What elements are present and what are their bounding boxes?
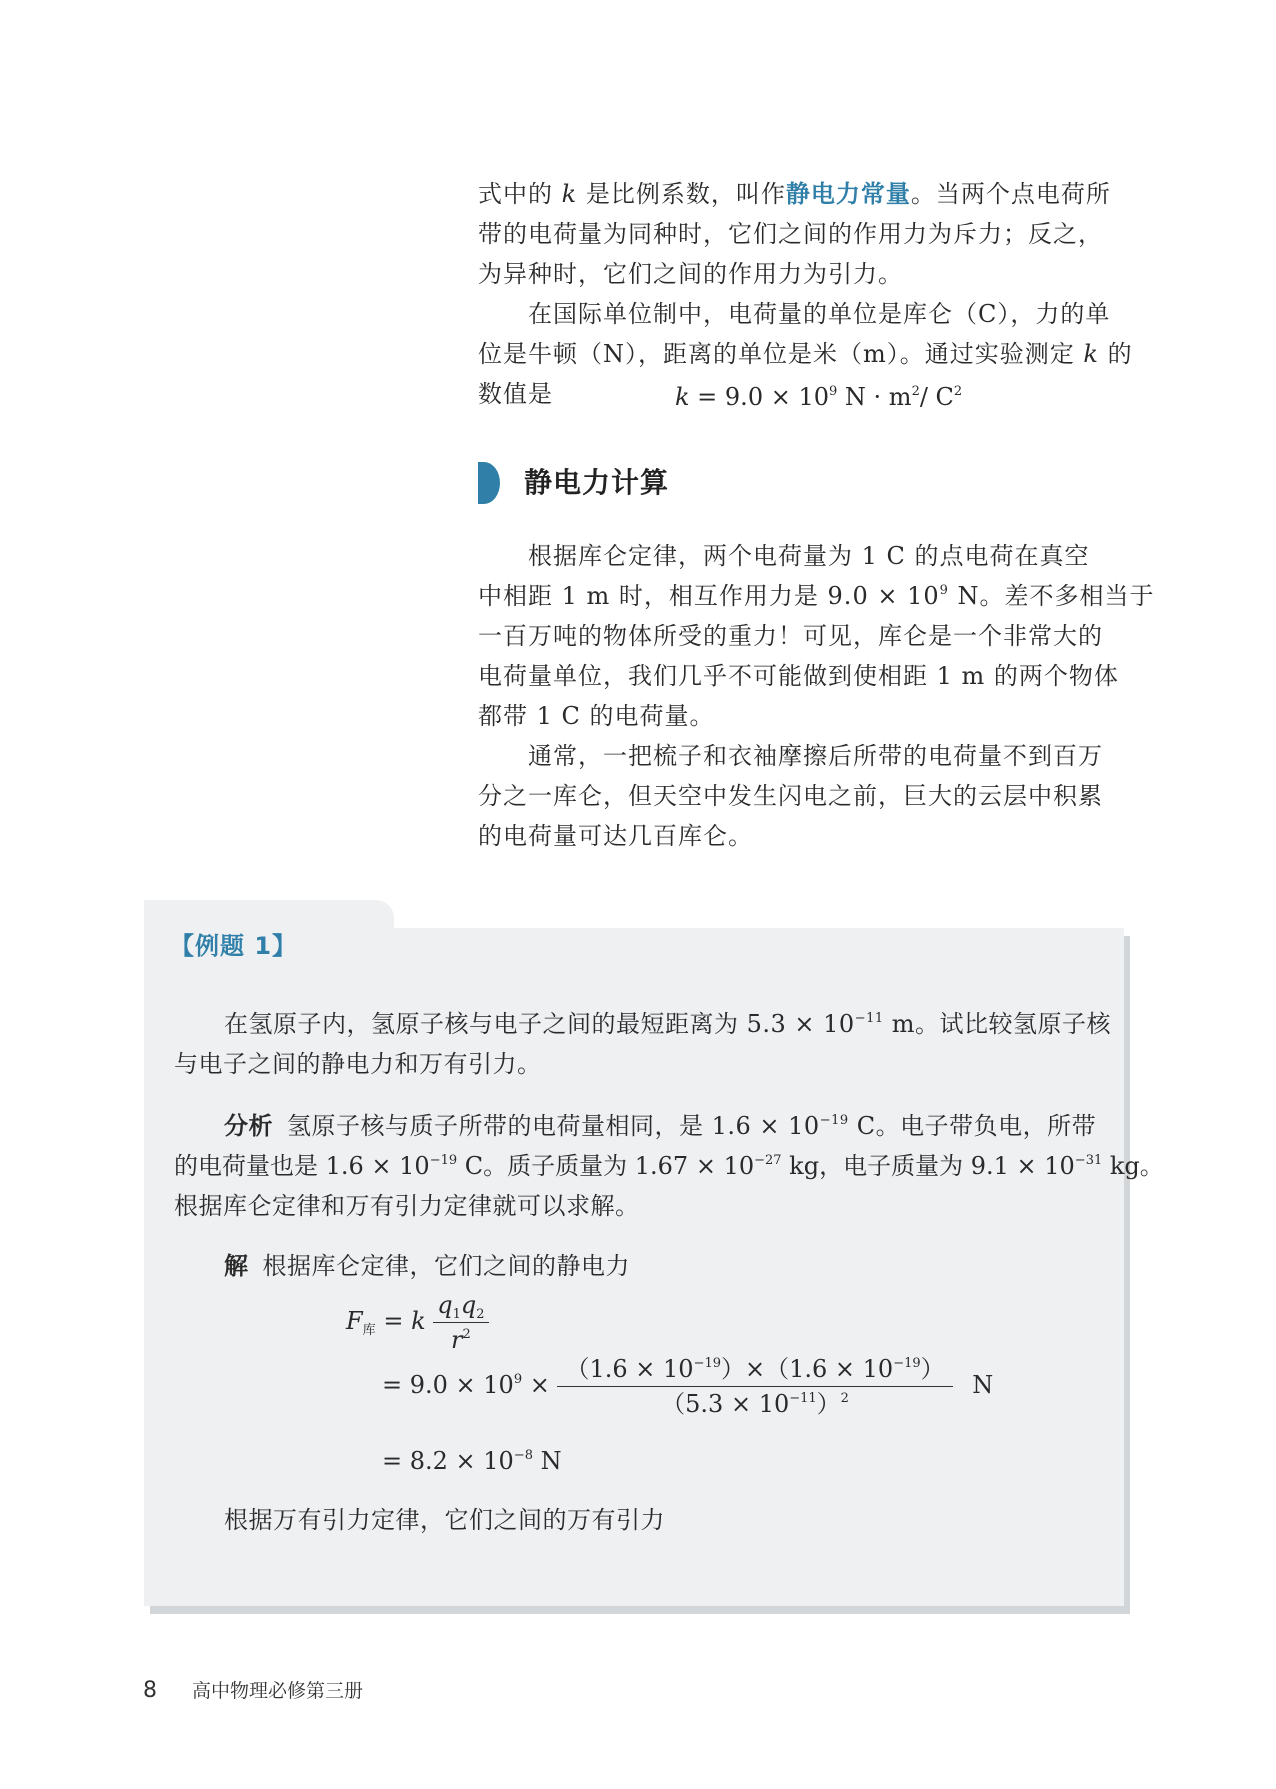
formula-substitution: = $9.0 \times 10^9$ × $\frac{(1.6 \times 10^{-19})\times(1.6 \times 10^{-19})}{(5.3 \times 10^{-11})^2}$ N — [382, 1352, 993, 1421]
solution-label: 解 — [224, 1252, 249, 1280]
text-line: 的电荷量可达几百库仑。 — [478, 822, 753, 850]
text-line: 式中的 k 是比例系数，叫作静电力常量。当两个点电荷所 — [478, 180, 1111, 208]
text-line: 根据库仑定律和万有引力定律就可以求解。 — [174, 1192, 640, 1220]
text-line: 都带 1 C 的电荷量。 — [478, 702, 715, 730]
text-line: 分析 氢原子核与质子所带的电荷量相同，是 $1.6 \times 10^{-19}$ C。电子带负电，所带 — [224, 1112, 1097, 1140]
text-line: 带的电荷量为同种时，它们之间的作用力为斥力；反之， — [478, 220, 1103, 248]
paragraph-lightning — [478, 736, 1128, 856]
example-title: 【例题 1】 — [170, 932, 298, 960]
fraction: $\frac{(1.6 \times 10^{-19})\times(1.6 \times 10^{-19})}{(5.3 \times 10^{-11})^2}$ — [557, 1352, 952, 1421]
analysis-label: 分析 — [224, 1112, 273, 1140]
text-line: 根据库仑定律，两个电荷量为 1 C 的点电荷在真空 — [528, 542, 1090, 570]
example-analysis — [174, 1106, 1164, 1226]
section-title: 静电力计算 — [524, 466, 670, 499]
text-line: 在国际单位制中，电荷量的单位是库仑（C），力的单 — [528, 300, 1111, 328]
text-line: 数值是 — [478, 380, 553, 408]
text-line: 在氢原子内，氢原子核与电子之间的最短距离为 $5.3 \times 10^{-11}$ m。试比较氢原子核 — [224, 1010, 1112, 1038]
text-line: 根据万有引力定律，它们之间的万有引力 — [224, 1506, 665, 1534]
fraction: $\frac{q_1q_2}{r^2}$ — [433, 1288, 488, 1357]
page-number: 8 — [143, 1678, 157, 1703]
section-marker-icon — [478, 462, 500, 504]
term-highlight: 静电力常量 — [785, 180, 911, 208]
text-line: 通常，一把梳子和衣袖摩擦后所带的电荷量不到百万 — [528, 742, 1103, 770]
equation-k-value: $k = 9.0 \times 10^9$ $N \cdot m^2/$ $C^2$ — [675, 383, 963, 411]
text-line: 解 根据库仑定律，它们之间的静电力 — [224, 1252, 630, 1280]
text-line: 的电荷量也是 $1.6 \times 10^{-19}$ C。质子质量为 $1.67 \times 10^{-27}$ kg，电子质量为 $9.1 \times 10^{-31}$ kg。 — [174, 1152, 1164, 1180]
text-line: 电荷量单位，我们几乎不可能做到使相距 1 m 的两个物体 — [478, 662, 1119, 690]
text-line: 一百万吨的物体所受的重力！可见，库仑是一个非常大的 — [478, 622, 1103, 650]
text-line: 中相距 1 m 时，相互作用力是 $9.0 \times 10^9$ N。差不多相当于 — [478, 582, 1155, 610]
book-title: 高中物理必修第三册 — [192, 1680, 364, 1702]
example-solution-gravity — [174, 1500, 1106, 1540]
text-line: 分之一库仑，但天空中发生闪电之前，巨大的云层中积累 — [478, 782, 1103, 810]
formula-coulomb: $F_库 = k$ $\frac{q_1q_2}{r^2}$ — [346, 1288, 489, 1357]
text-line: 为异种时，它们之间的作用力为引力。 — [478, 260, 903, 288]
example-solution-intro — [174, 1246, 1106, 1286]
formula-result: = $8.2 \times 10^{-8}$ N — [382, 1447, 562, 1475]
text-line: 位是牛顿（N），距离的单位是米（m）。通过实验测定 k 的 — [478, 340, 1133, 368]
text-line: 与电子之间的静电力和万有引力。 — [174, 1050, 542, 1078]
paragraph-coulomb — [478, 536, 1155, 736]
example-question — [174, 1004, 1112, 1084]
